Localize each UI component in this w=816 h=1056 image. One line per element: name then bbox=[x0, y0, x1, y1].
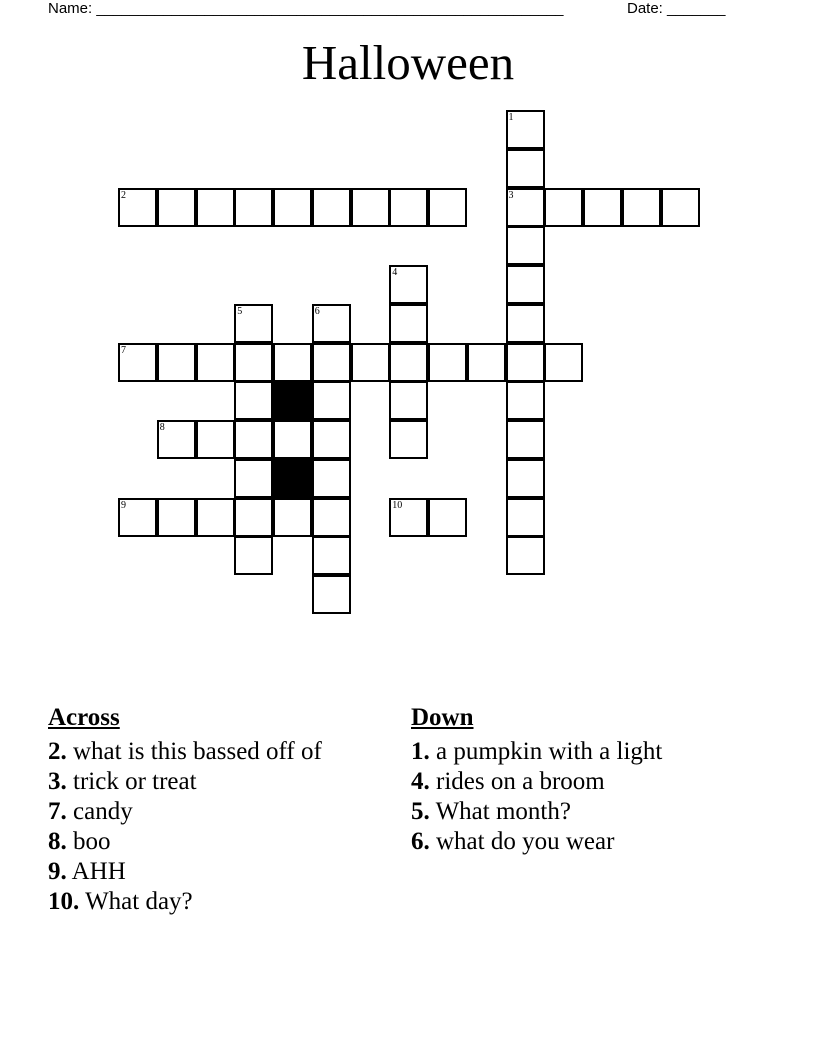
grid-cell[interactable] bbox=[506, 381, 545, 420]
grid-cell[interactable] bbox=[351, 343, 390, 382]
clue-text: candy bbox=[73, 798, 133, 825]
grid-cell[interactable] bbox=[312, 381, 351, 420]
clue-number: 9. bbox=[48, 858, 67, 885]
clue-number-label: 3 bbox=[508, 189, 514, 201]
clue-across-3 bbox=[48, 767, 398, 797]
grid-cell[interactable] bbox=[312, 304, 351, 343]
clue-number-label: 2 bbox=[121, 189, 126, 201]
clue-text: AHH bbox=[71, 858, 126, 885]
grid-cell[interactable] bbox=[196, 420, 235, 459]
clue-text: What day? bbox=[85, 888, 193, 915]
grid-cell[interactable] bbox=[157, 343, 196, 382]
grid-cell[interactable] bbox=[506, 304, 545, 343]
grid-cell[interactable] bbox=[312, 343, 351, 382]
clue-number-label: 1 bbox=[508, 112, 514, 123]
grid-cell[interactable] bbox=[273, 420, 312, 459]
grid-cell[interactable] bbox=[234, 343, 273, 382]
clue-across-10 bbox=[48, 887, 398, 917]
grid-cell[interactable] bbox=[622, 188, 661, 227]
grid-cell[interactable] bbox=[234, 304, 273, 343]
grid-cell[interactable] bbox=[506, 536, 545, 575]
across-clues bbox=[48, 703, 398, 917]
clue-number: 7. bbox=[48, 798, 67, 825]
grid-cell[interactable] bbox=[234, 381, 273, 420]
clue-number-label: 10 bbox=[392, 499, 403, 511]
clue-number: 1. bbox=[411, 738, 430, 765]
clue-text: What month? bbox=[435, 798, 571, 825]
name-field[interactable]: Name: ________________________________________________________ bbox=[48, 0, 564, 17]
black-cell bbox=[273, 381, 312, 420]
grid-cell[interactable] bbox=[506, 498, 545, 537]
clue-across-9 bbox=[48, 857, 398, 887]
clue-number: 10. bbox=[48, 888, 80, 915]
down-heading: Down bbox=[411, 704, 474, 731]
grid-cell[interactable] bbox=[389, 304, 428, 343]
clue-down-1 bbox=[411, 737, 791, 767]
grid-cell[interactable] bbox=[506, 188, 545, 227]
clue-text: a pumpkin with a light bbox=[436, 738, 663, 765]
grid-cell[interactable] bbox=[157, 498, 196, 537]
grid-cell[interactable] bbox=[312, 420, 351, 459]
grid-cell[interactable] bbox=[157, 420, 196, 459]
grid-cell[interactable] bbox=[273, 188, 312, 227]
grid-cell[interactable] bbox=[389, 381, 428, 420]
page-title: Halloween bbox=[301, 35, 515, 90]
clue-text: rides on a broom bbox=[436, 768, 605, 795]
grid-cell[interactable] bbox=[428, 188, 467, 227]
grid-cell[interactable] bbox=[118, 498, 157, 537]
across-heading: Across bbox=[48, 704, 120, 731]
grid-cell[interactable] bbox=[506, 265, 545, 304]
grid-cell[interactable] bbox=[234, 536, 273, 575]
clue-across-2 bbox=[48, 737, 398, 767]
grid-cell[interactable] bbox=[661, 188, 700, 227]
grid-cell[interactable] bbox=[273, 498, 312, 537]
grid-cell[interactable] bbox=[506, 226, 545, 265]
clue-text: boo bbox=[73, 828, 111, 855]
grid-cell[interactable] bbox=[467, 343, 506, 382]
clue-number: 4. bbox=[411, 768, 430, 795]
clue-number-label: 6 bbox=[314, 305, 320, 317]
clue-number-label: 8 bbox=[159, 422, 165, 433]
clue-number: 2. bbox=[48, 738, 67, 765]
grid-cell[interactable] bbox=[234, 420, 273, 459]
clue-number: 3. bbox=[48, 768, 67, 795]
grid-cell[interactable] bbox=[351, 188, 390, 227]
clue-text: trick or treat bbox=[73, 768, 197, 795]
grid-cell[interactable] bbox=[506, 459, 545, 498]
clue-number: 6. bbox=[411, 828, 430, 855]
grid-cell[interactable] bbox=[583, 188, 622, 227]
clue-text: what do you wear bbox=[436, 828, 615, 855]
clue-down-4 bbox=[411, 767, 791, 797]
clue-across-7 bbox=[48, 797, 398, 827]
date-field[interactable]: Date: _______ bbox=[627, 0, 726, 17]
clue-number-label: 7 bbox=[121, 344, 126, 356]
grid-cell[interactable] bbox=[544, 343, 583, 382]
black-cell bbox=[273, 459, 312, 498]
grid-cell[interactable] bbox=[312, 536, 351, 575]
grid-cell[interactable] bbox=[428, 498, 467, 537]
grid-cell[interactable] bbox=[428, 343, 467, 382]
grid-cell[interactable] bbox=[506, 343, 545, 382]
grid-cell[interactable] bbox=[506, 110, 545, 149]
grid-cell[interactable] bbox=[389, 343, 428, 382]
grid-cell[interactable] bbox=[312, 498, 351, 537]
grid-cell[interactable] bbox=[389, 498, 428, 537]
grid-cell[interactable] bbox=[389, 265, 428, 304]
grid-cell[interactable] bbox=[234, 498, 273, 537]
grid-cell[interactable] bbox=[157, 188, 196, 227]
grid-cell[interactable] bbox=[118, 188, 157, 227]
clue-number-label: 4 bbox=[392, 267, 398, 278]
grid-cell[interactable] bbox=[506, 149, 545, 188]
grid-cell[interactable] bbox=[312, 188, 351, 227]
clue-text: what is this bassed off of bbox=[73, 738, 322, 765]
grid-cell[interactable] bbox=[544, 188, 583, 227]
clue-number: 5. bbox=[411, 798, 430, 825]
grid-cell[interactable] bbox=[389, 188, 428, 227]
clue-number: 8. bbox=[48, 828, 67, 855]
grid-cell[interactable] bbox=[118, 343, 157, 382]
grid-cell[interactable] bbox=[506, 420, 545, 459]
grid-cell[interactable] bbox=[312, 575, 351, 614]
clue-down-6 bbox=[411, 827, 791, 857]
grid-cell[interactable] bbox=[312, 459, 351, 498]
grid-cell[interactable] bbox=[196, 343, 235, 382]
clue-number-label: 5 bbox=[237, 305, 243, 317]
clue-across-8 bbox=[48, 827, 398, 857]
clue-down-5 bbox=[411, 797, 791, 827]
clue-number-label: 9 bbox=[121, 499, 126, 511]
grid-cell[interactable] bbox=[234, 459, 273, 498]
grid-cell[interactable] bbox=[234, 188, 273, 227]
grid-cell[interactable] bbox=[273, 343, 312, 382]
grid-cell[interactable] bbox=[196, 188, 235, 227]
grid-cell[interactable] bbox=[389, 420, 428, 459]
down-clues bbox=[411, 703, 791, 857]
grid-cell[interactable] bbox=[196, 498, 235, 537]
